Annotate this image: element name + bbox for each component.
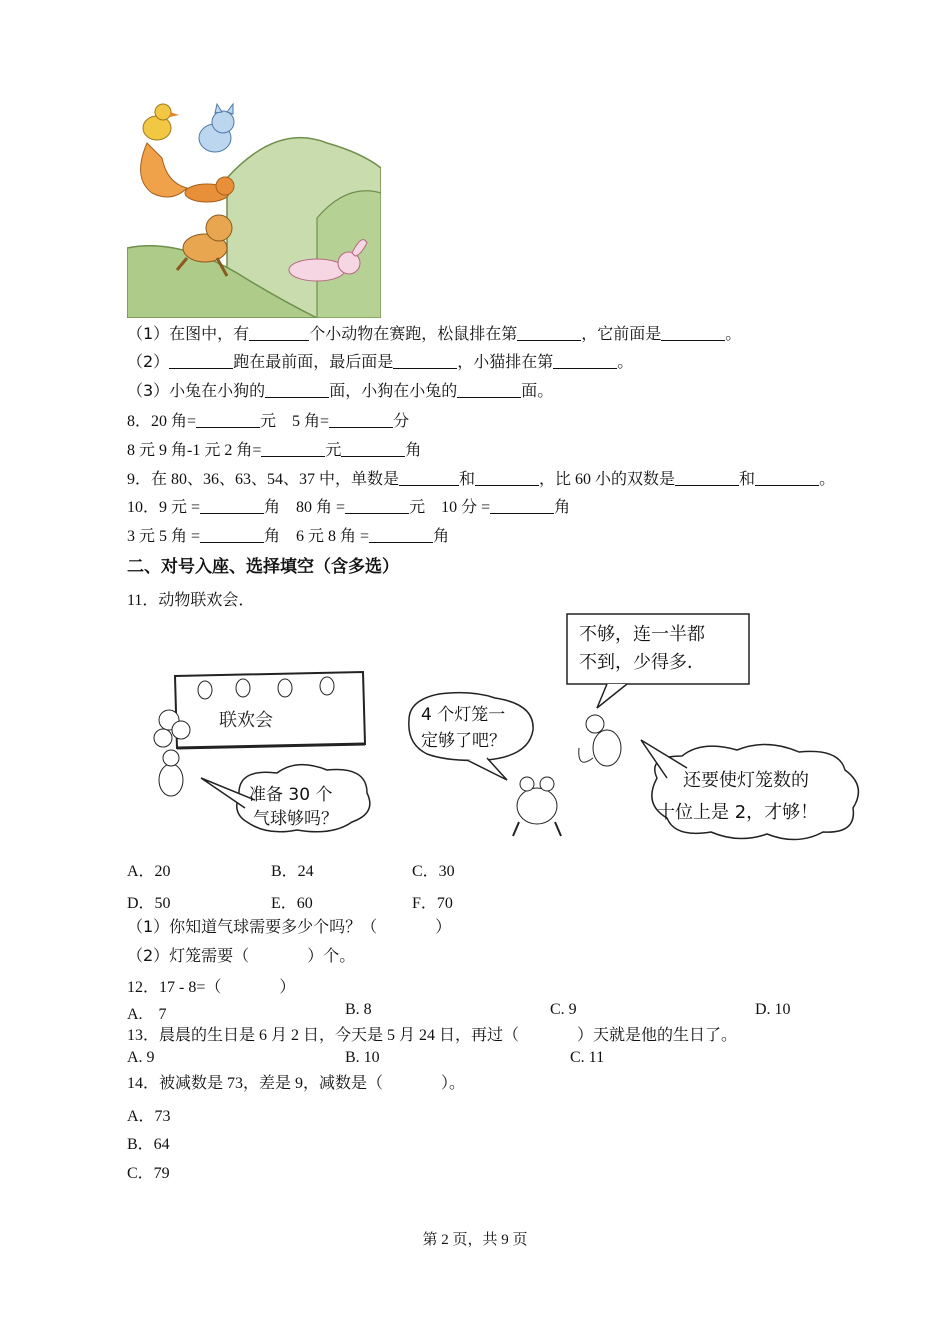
q9-text-c: ，比 60 小的双数是 <box>539 471 676 488</box>
mouse-box-line2: 不到，少得多． <box>579 652 705 673</box>
answer-blank[interactable] <box>393 352 457 369</box>
q9-text-b: 和 <box>459 471 476 488</box>
answer-blank[interactable] <box>345 497 409 514</box>
fox-bubble-line2: 气球够吗？ <box>253 809 338 829</box>
q10-line1 <box>127 497 570 519</box>
q12-option-c[interactable]: C. 9 <box>550 1001 577 1018</box>
answer-blank[interactable] <box>261 440 325 457</box>
fox-icon <box>159 750 183 796</box>
q9-text-a: 9．在 80、36、63、54、37 中，单数是 <box>127 471 400 488</box>
q10-line2-text-b: 角 6 元 8 角 = <box>264 528 370 545</box>
fox-bubble-line1: 准备 30 个 <box>249 785 333 805</box>
section-heading: 二、对号入座、选择填空（含多选） <box>127 557 399 577</box>
q9-text-e: 。 <box>819 471 836 488</box>
q12-option-b[interactable]: B. 8 <box>345 1001 372 1018</box>
q7-sub3-text-a: （3）小兔在小狗的 <box>127 381 266 400</box>
q10-line2 <box>127 526 449 548</box>
q7-sub3 <box>127 380 553 402</box>
q7-sub3-text-b: 面，小狗在小兔的 <box>329 381 458 400</box>
q11-title: 11．动物联欢会． <box>127 592 255 609</box>
q7-sub2-text-c: ，小猫排在第 <box>457 352 554 371</box>
q8-line2-text-a: 8 元 9 角-1 元 2 角= <box>127 442 262 459</box>
mouse-bubble-line1: 还要使灯笼数的 <box>683 770 809 791</box>
mouse-box-line1: 不够，连一半都 <box>579 624 705 645</box>
q8-text-c: 分 <box>393 413 410 430</box>
q14-stem <box>127 1073 465 1095</box>
q7-sub1-text-c: ，它前面是 <box>581 324 662 343</box>
q13-text-b: ）天就是他的生日了。 <box>577 1027 738 1044</box>
q10-text-c: 元 10 分 = <box>409 499 491 516</box>
answer-blank[interactable] <box>369 526 433 543</box>
answer-blank[interactable] <box>517 324 581 341</box>
q7-sub1-text-a: （1）在图中，有 <box>127 324 250 343</box>
q8-text-b: 元 5 角= <box>260 413 330 430</box>
q14-option-b[interactable]: B．64 <box>127 1136 170 1153</box>
mouse-bubble-line2: 十位上是 2，才够！ <box>657 802 819 823</box>
option-c[interactable]: C．30 <box>412 863 455 880</box>
q10-text-a: 10．9 元 = <box>127 499 201 516</box>
q10-line2-text-a: 3 元 5 角 = <box>127 528 201 545</box>
option-e[interactable]: E．60 <box>271 895 313 912</box>
answer-blank[interactable] <box>341 440 405 457</box>
q11-sub2 <box>127 945 355 967</box>
answer-blank[interactable] <box>249 324 309 341</box>
q7-sub2-text-b: 跑在最前面，最后面是 <box>233 352 394 371</box>
q10-text-d: 角 <box>554 499 571 516</box>
q8-line1 <box>127 411 409 433</box>
q10-line2-text-c: 角 <box>433 528 450 545</box>
q12-stem <box>127 977 295 999</box>
page-footer: 第 2 页，共 9 页 <box>422 1232 528 1248</box>
q14-text-a: 14．被减数是 73，差是 9，减数是（ <box>127 1075 384 1092</box>
q8-line2-text-c: 角 <box>405 442 422 459</box>
q11-sub1 <box>127 916 451 938</box>
q7-sub2-text-d: 。 <box>617 352 634 371</box>
q13-option-a[interactable]: A. 9 <box>127 1049 155 1066</box>
q7-sub3-text-c: 面。 <box>521 381 554 400</box>
answer-blank[interactable] <box>329 411 393 428</box>
answer-blank[interactable] <box>675 469 739 486</box>
q7-sub2 <box>127 351 633 373</box>
answer-blank[interactable] <box>457 381 521 398</box>
option-a[interactable]: A．20 <box>127 863 171 880</box>
q13-stem <box>127 1025 737 1047</box>
party-illustration <box>127 608 897 848</box>
frog-icon <box>513 777 561 836</box>
q7-sub2-text-a: （2） <box>127 352 170 371</box>
q11-sub2-text-b: ）个。 <box>307 946 356 965</box>
q8-text-a: 8．20 角= <box>127 413 197 430</box>
q11-sub1-text-a: （1）你知道气球需要多少个吗？（ <box>127 917 378 936</box>
q9-line <box>127 469 835 491</box>
answer-blank[interactable] <box>169 352 233 369</box>
q13-option-b[interactable]: B. 10 <box>345 1049 380 1066</box>
q7-sub1 <box>127 323 741 345</box>
q7-sub1-text-b: 个小动物在赛跑，松鼠排在第 <box>309 324 518 343</box>
answer-blank[interactable] <box>196 411 260 428</box>
q14-option-a[interactable]: A．73 <box>127 1108 171 1125</box>
answer-blank[interactable] <box>265 381 329 398</box>
frog-bubble-line2: 定够了吧？ <box>421 731 506 751</box>
answer-blank[interactable] <box>661 324 725 341</box>
q8-line2 <box>127 440 421 462</box>
q12-text-a: 12．17 - 8=（ <box>127 979 222 996</box>
answer-blank[interactable] <box>490 497 554 514</box>
option-b[interactable]: B．24 <box>271 863 314 880</box>
q14-option-c[interactable]: C．79 <box>127 1165 170 1182</box>
race-illustration <box>127 98 381 318</box>
option-f[interactable]: F．70 <box>412 895 453 912</box>
answer-blank[interactable] <box>200 526 264 543</box>
q9-text-d: 和 <box>739 471 756 488</box>
answer-blank[interactable] <box>200 497 264 514</box>
banner-sign: 联欢会 <box>219 710 273 731</box>
q8-line2-text-b: 元 <box>325 442 342 459</box>
q11-sub2-text-a: （2）灯笼需要（ <box>127 946 250 965</box>
q12-option-a[interactable]: A. 7 <box>127 1006 167 1023</box>
frog-bubble-line1: 4 个灯笼一 <box>421 705 506 725</box>
answer-blank[interactable] <box>399 469 459 486</box>
option-d[interactable]: D．50 <box>127 895 171 912</box>
q13-text-a: 13．晨晨的生日是 6 月 2 日，今天是 5 月 24 日，再过（ <box>127 1027 520 1044</box>
q7-sub1-text-d: 。 <box>725 324 742 343</box>
answer-blank[interactable] <box>553 352 617 369</box>
q13-option-c[interactable]: C. 11 <box>570 1049 605 1066</box>
mouse-icon <box>579 715 621 766</box>
q12-option-d[interactable]: D. 10 <box>755 1001 791 1018</box>
answer-blank[interactable] <box>475 469 539 486</box>
q10-text-b: 角 80 角 = <box>264 499 346 516</box>
q11-sub1-text-b: ） <box>435 917 452 936</box>
q14-text-b: ）。 <box>441 1075 466 1092</box>
mouse-speech-bubble <box>652 744 859 839</box>
answer-blank[interactable] <box>755 469 819 486</box>
q12-text-b: ） <box>279 979 296 996</box>
